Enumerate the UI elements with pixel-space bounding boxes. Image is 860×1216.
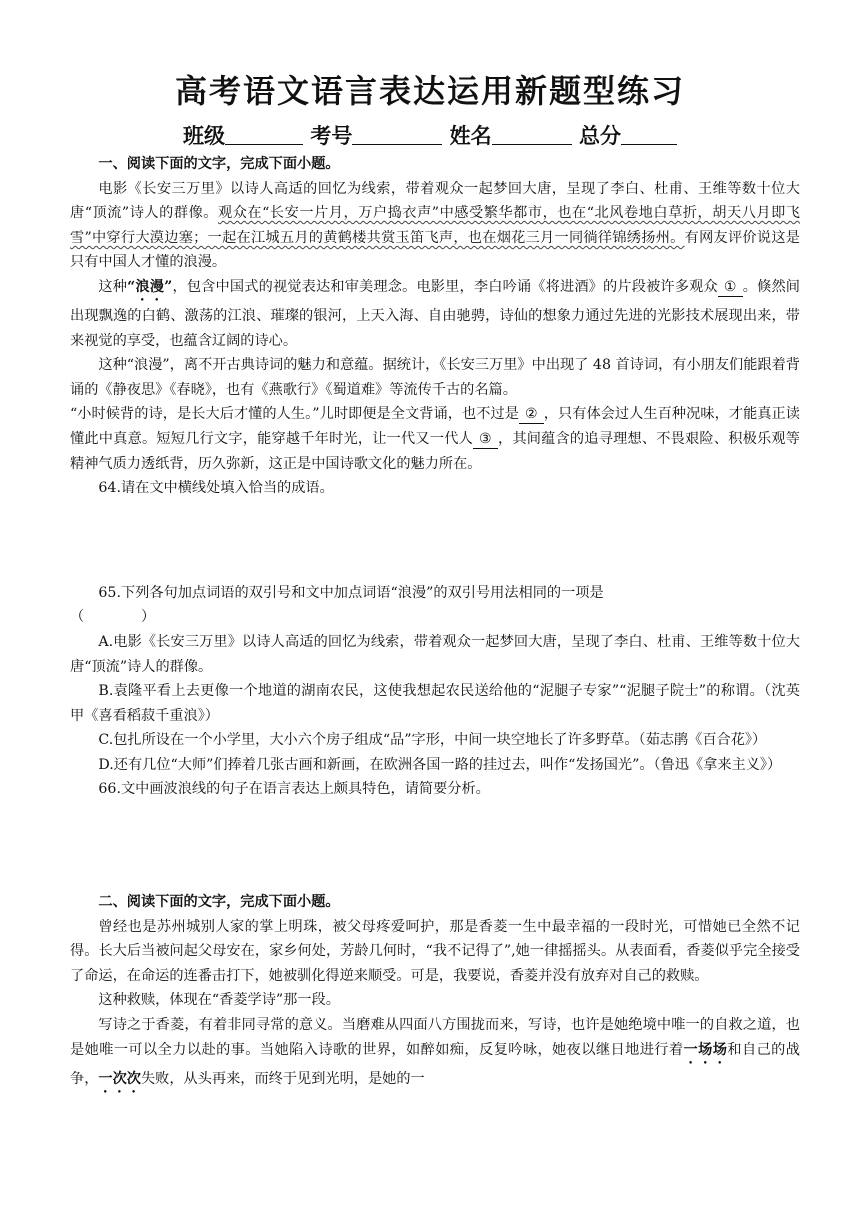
section2-paragraph-1: 曾经也是苏州城别人家的掌上明珠，被父母疼爱呵护，那是香菱一生中最幸福的一段时光，可惜她已全然不记得。长大后当被问起父母安在，家乡何处，芳龄几何时，“我不记得了”,她一律摇摇头。从表面看，香菱似乎完全接受了命运，在命运的连番击打下，她被驯化得逆来顺受。可是，我要说，香菱并没有放弃对自己的救赎。 (70, 918, 800, 984)
s2p3-text-b: 和自己的战争， (70, 1041, 800, 1087)
name-blank[interactable] (492, 124, 572, 145)
option-c: C.包扎所设在一个小学里，大小六个房子组成“品”字形，中间一块空地长了许多野草。（茹志鹃《百合花》） (98, 732, 767, 749)
dotted-word-yichangchang: 一场场 (683, 1041, 728, 1058)
p2-text-a: 这种 (98, 278, 128, 295)
p2-text-c: 。倏然间出现飘逸的白鹤、激荡的江浪、璀璨的银河，上天入海、自由驰骋，诗仙的想象力通过先进的光影技术展现出来，带来视觉的享受，也蕴含辽阔的诗心。 (70, 278, 800, 349)
section2-paragraph-3 (70, 1013, 800, 1096)
content-body (70, 152, 800, 1096)
p4-text-a: “小时候背的诗，是长大后才懂的人生。”儿时即便是全文背诵，也不过是 (70, 406, 519, 423)
s2p3-text-a: 写诗之于香菱，有着非同寻常的意义。当磨难从四面八方围拢而来，写诗，也许是她绝境中唯一的自救之道，也是她唯一可以全力以赴的事。当她陷入诗歌的世界，如醉如痴，反复吟咏，她夜以继日地进行着 (70, 1017, 800, 1058)
section1-paragraph-1 (70, 177, 800, 275)
p1-text-a: 电影《长安三万里》以诗人高适的回忆为线索，带着观众一起梦回大唐，呈现了李白、杜甫、王维等数十位大唐“顶流”诗人的群像。 (70, 180, 800, 222)
student-info-line (0, 120, 860, 150)
section2-heading: 二、阅读下面的文字，完成下面小题。 (98, 894, 340, 911)
option-d: D.还有几位“大师”们捧着几张古画和新画，在欧洲各国一路的挂过去，叫作“发扬国光”。（鲁迅《拿来主义》） (98, 756, 782, 773)
dotted-word-langman: “浪漫” (127, 278, 173, 295)
fill-blank-3[interactable]: ③ (473, 430, 498, 449)
s2p3-text-c: 失败，从头再来，而终于见到光明，是她的一 (140, 1070, 425, 1087)
fill-blank-2[interactable]: ② (519, 405, 544, 424)
class-label: 班级 (183, 124, 226, 148)
class-blank[interactable] (225, 124, 303, 145)
answer-space-66[interactable] (70, 802, 800, 890)
score-blank[interactable] (621, 124, 677, 145)
fill-blank-1[interactable]: ① (718, 278, 743, 297)
p4-text-c: ，其间蕴含的追寻理想、不畏艰险、积极乐观等精神气质力透纸背，历久弥新，这正是中国诗歌文化的魅力所在。 (70, 430, 800, 472)
wavy-underlined-sentence: 观众在“长安一片月，万户捣衣声”中感受繁华都市，也在“北风卷地白草折，胡天八月即飞雪”中穿行大漠边塞；一起在江城五月的黄鹤楼共赏玉笛飞声，也在烟花三月一同徜徉锦绣扬州。 (70, 205, 800, 246)
section1-paragraph-2 (70, 275, 800, 353)
name-label: 姓名 (449, 124, 492, 148)
page-title: 高考语文语言表达运用新题型练习 (174, 72, 685, 110)
option-b: B.袁隆平看上去更像一个地道的湖南农民，这使我想起农民送给他的“泥腿子专家”“泥腿子院士”的称谓。（沈英甲《喜看稻菽千重浪》） (70, 683, 800, 724)
question-64: 64.请在文中横线处填入恰当的成语。 (98, 480, 334, 497)
dotted-word-yicici: 一次次 (98, 1070, 141, 1087)
p4-text-b: ，只有体会过人生百种况味，才能真正读懂此中真意。短短几行文字，能穿越千年时光，让一代又一代人 (70, 406, 800, 447)
p1-text-b: 有网友评价说这是只有中国人才懂的浪漫。 (70, 229, 800, 271)
question-65-answer-paren[interactable]: （ ） (70, 609, 156, 626)
option-a: A.电影《长安三万里》以诗人高适的回忆为线索，带着观众一起梦回大唐，呈现了李白、杜甫、王维等数十位大唐“顶流”诗人的群像。 (70, 633, 800, 675)
answer-space-64[interactable] (70, 501, 800, 581)
score-label: 总分 (578, 124, 621, 148)
question-65: 65.下列各句加点词语的双引号和文中加点词语“浪漫”的双引号用法相同的一项是 (98, 584, 604, 601)
section2-paragraph-2: 这种救赎，体现在“香菱学诗”那一段。 (98, 992, 340, 1009)
section1-heading: 一、阅读下面的文字，完成下面小题。 (98, 156, 340, 172)
number-blank[interactable] (352, 124, 442, 145)
section1-paragraph-4 (70, 402, 800, 476)
number-label: 考号 (310, 124, 353, 148)
section1-paragraph-3: 这种“浪漫”，离不开古典诗词的魅力和意蕴。据统计，《长安三万里》中出现了 48 首诗词，有小朋友们能跟着背诵的《静夜思》《春晓》，也有《燕歌行》《蜀道难》等流传千古的名篇。 (70, 357, 800, 398)
question-66: 66.文中画波浪线的句子在语言表达上颇具特色，请简要分析。 (98, 781, 490, 798)
p2-text-b: ，包含中国式的视觉表达和审美理念。电影里，李白吟诵《将进酒》的片段被许多观众 (172, 278, 718, 295)
